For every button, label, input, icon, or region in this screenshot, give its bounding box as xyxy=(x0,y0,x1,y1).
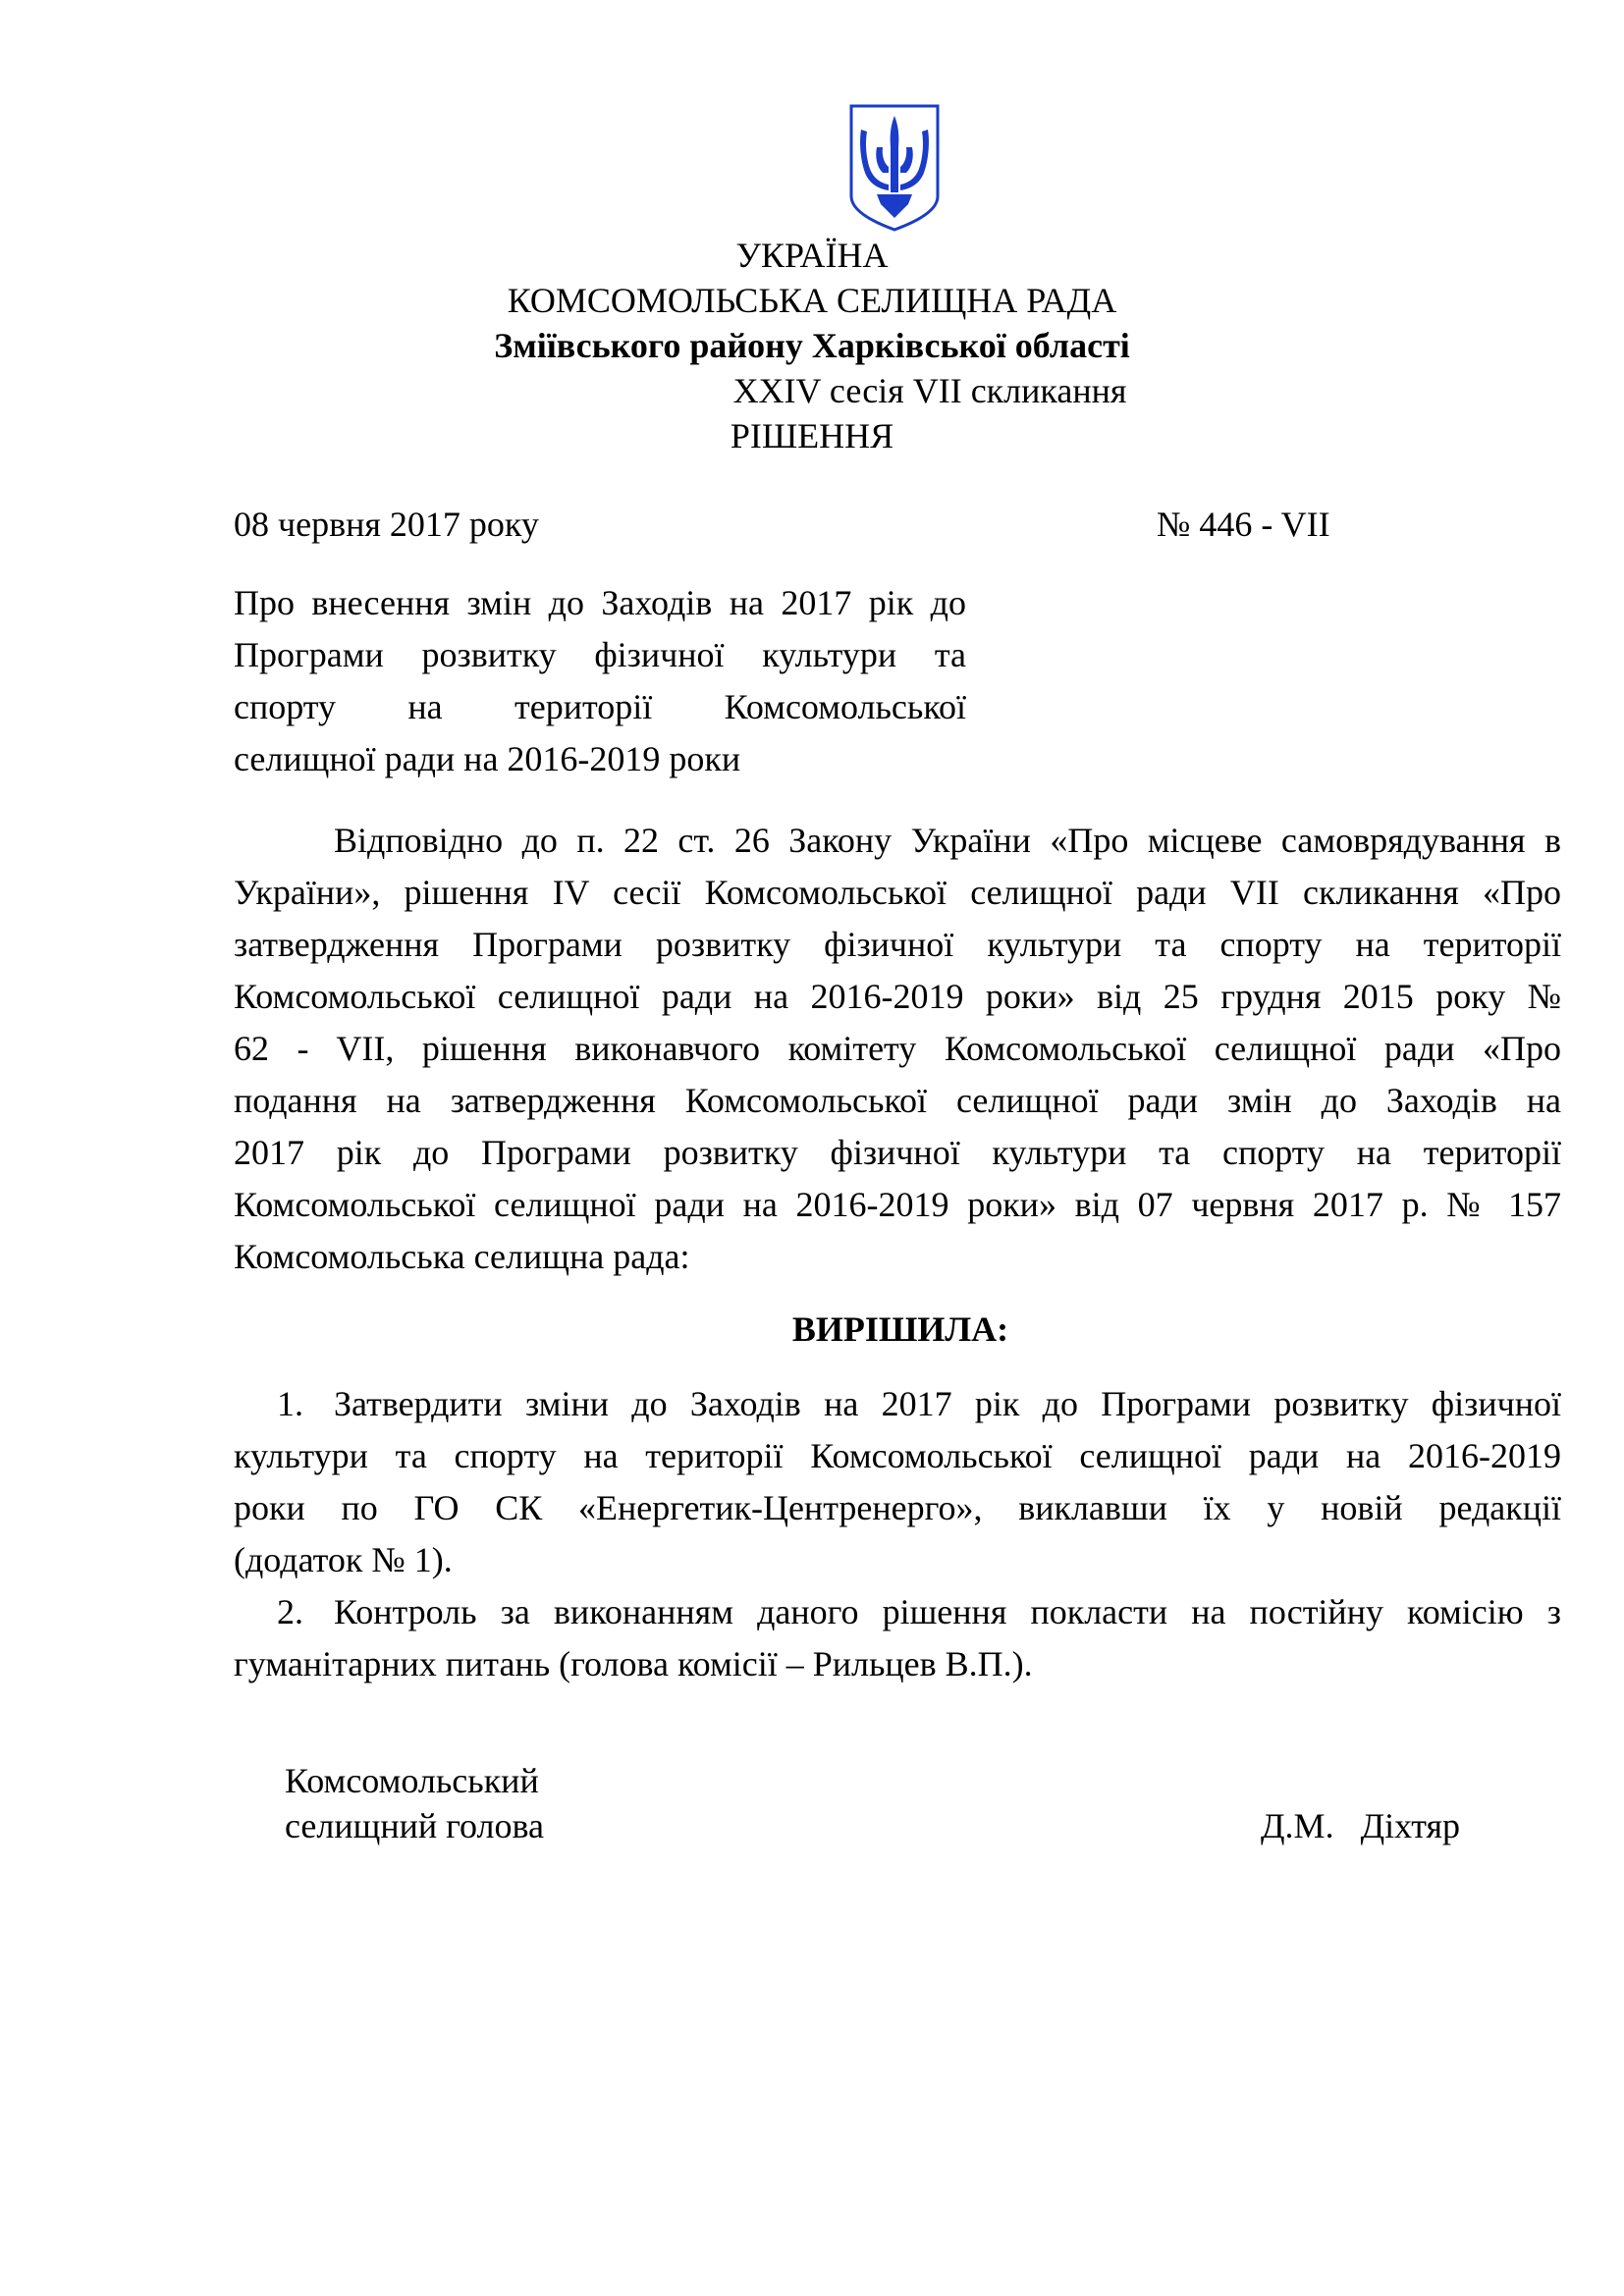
preamble-line: 62 - VII, рішення виконавчого комітету Комсомольської селищної ради «Про xyxy=(234,1029,1561,1068)
preamble-line: Комсомольської селищної ради на 2016-2019 роки» від 07 червня 2017 р. № 157 xyxy=(234,1185,1561,1224)
decision-number: № 446 - VII xyxy=(1157,505,1330,544)
item-number: 2. xyxy=(277,1592,303,1631)
country-name: УКРАЇНА xyxy=(735,236,889,275)
preamble-line: затвердження Програми розвитку фізичної культури та спорту на території xyxy=(234,925,1561,964)
district-name: Зміївського району Харківської області xyxy=(494,326,1130,365)
item-line: роки по ГО СК «Енергетик-Центренерго», виклавши їх у новій редакції xyxy=(234,1488,1561,1527)
item-line: гуманітарних питань (голова комісії – Рильцев В.П.). xyxy=(234,1644,1033,1683)
preamble-line: подання на затвердження Комсомольської селищної ради змін до Заходів на xyxy=(234,1081,1561,1120)
preamble-line: України», рішення IV сесії Комсомольської селищної ради VII скликання «Про xyxy=(234,873,1561,912)
preamble-line: Відповідно до п. 22 ст. 26 Закону України «Про місцеве самоврядування в xyxy=(334,821,1561,860)
item-line: Контроль за виконанням даного рішення покласти на постійну комісію з xyxy=(334,1592,1561,1631)
session-info: XXIV сесія VII скликання xyxy=(732,371,1127,410)
item-number: 1. xyxy=(277,1384,303,1423)
subject-line: Програми розвитку фізичної культури та xyxy=(234,635,966,674)
trident-coat-of-arms-icon xyxy=(847,102,942,234)
signature-title: Комсомольський xyxy=(285,1761,539,1800)
item-line: культури та спорту на території Комсомольської селищної ради на 2016-2019 xyxy=(234,1436,1561,1475)
subject-line: селищної ради на 2016-2019 роки xyxy=(234,739,741,778)
document-type: РІШЕННЯ xyxy=(730,416,894,455)
subject-line: спорту на території Комсомольської xyxy=(234,687,966,726)
item-line: Затвердити зміни до Заходів на 2017 рік до Програми розвитку фізичної xyxy=(334,1384,1561,1423)
decision-heading: ВИРІШИЛА: xyxy=(791,1309,1009,1349)
item-line: (додаток № 1). xyxy=(234,1540,453,1579)
council-name: КОМСОМОЛЬСЬКА СЕЛИЩНА РАДА xyxy=(507,281,1117,320)
signatory-name: Д.М. Діхтяр xyxy=(1261,1806,1461,1845)
signature-title: селищний голова xyxy=(285,1806,545,1845)
preamble-line: 2017 рік до Програми розвитку фізичної культури та спорту на території xyxy=(234,1133,1561,1172)
subject-line: Про внесення змін до Заходів на 2017 рік до xyxy=(234,583,966,622)
preamble-line: Комсомольська селищна рада: xyxy=(234,1237,690,1276)
preamble-line: Комсомольської селищної ради на 2016-2019 роки» від 25 грудня 2015 року № xyxy=(234,977,1561,1016)
decision-date: 08 червня 2017 року xyxy=(234,505,539,544)
